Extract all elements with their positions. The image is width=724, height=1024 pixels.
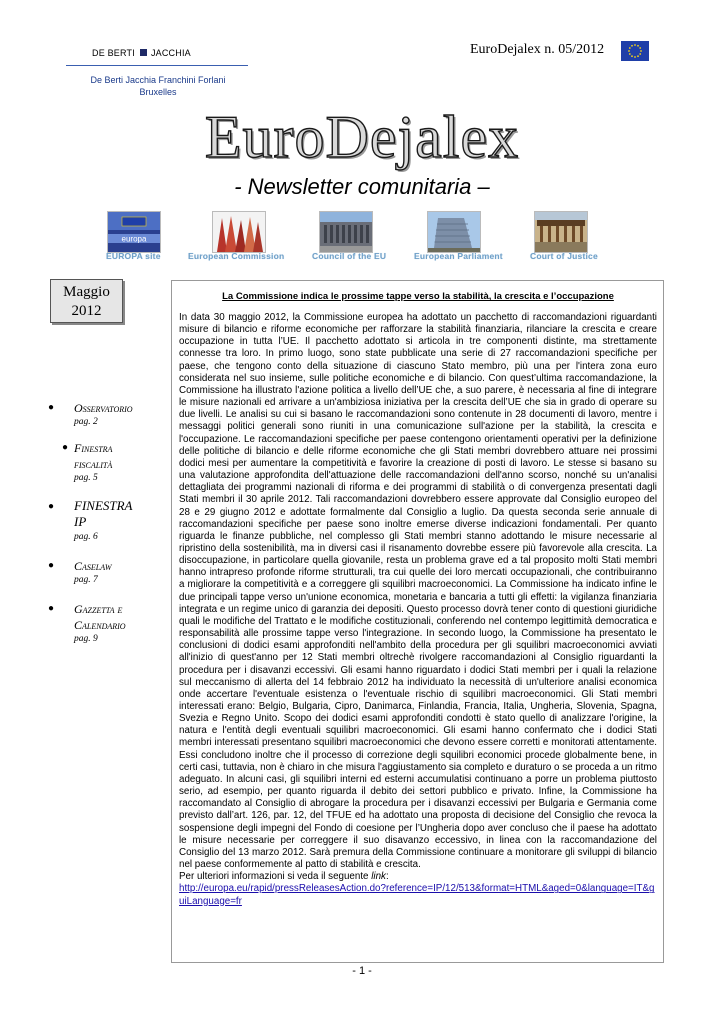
page-number: - 1 - [352,965,372,977]
europa-site-link[interactable] [107,211,161,253]
issue-date-box [50,279,123,323]
bullet-icon: ● [48,501,55,512]
issue-year: 2012 [71,303,102,319]
court-of-justice-label[interactable]: Court of Justice [530,251,598,261]
issue-month: Maggio [63,284,110,300]
press-release-link[interactable]: http://europa.eu/rapid/pressReleasesAction.do?reference=IP/12/513&format=HTML&aged=0&language=IT&guiLanguage=fr [179,883,655,907]
court-of-justice-link[interactable] [534,211,588,253]
firm-address [60,74,256,98]
european-commission-label[interactable]: European Commission [188,251,285,261]
more-info-text: Per ulteriori informazioni si veda il seguente [179,871,369,883]
firm-name [92,48,191,58]
toc-page: pag. 9 [74,634,98,644]
europa-icon [108,212,160,252]
toc-title[interactable]: Caselaw [74,559,112,573]
toc-page: pag. 5 [74,473,98,483]
toc-title[interactable]: FINESTRA IP [74,498,133,529]
bullet-icon: ● [48,603,55,614]
article-box [171,280,664,963]
firm-name-right: JACCHIA [150,48,191,58]
square-icon [140,49,147,56]
newsletter-subtitle: - Newsletter comunitaria – [234,174,490,199]
council-label[interactable]: Council of the EU [312,251,387,261]
european-commission-link[interactable] [212,211,266,253]
firm-full-name: De Berti Jacchia Franchini Forlani [90,75,226,85]
toc-title[interactable]: Osservatorio [74,401,133,415]
court-building-icon [535,212,587,252]
article-body: In data 30 maggio 2012, la Commissione europea ha adottato un pacchetto di raccomandazioni riguardanti misure di bilancio e riforme economiche per rafforzare la stabilità finanziaria, rilanciare la crescita e creare occupazione in tutta l’UE. Il pacchetto adottato si articola in tre componenti distinte, ma strettamente connesse tra loro. In primo luogo, sono state pubblicate una serie di 27 raccomandazioni specifiche per paese, che tengono conto della situazione di ciascuno Stato membro, più una per l'intera zona euro considerata nel suo insieme, sulle politiche economiche e di bilancio. Con quest’ultima raccomandazione, la Commissione ha illustrato l'azione politica a livello dell’UE che, a suo parere, è necessaria al fine di integrare le misure nazionali ed arrivare a un'ambiziosa iniziativa per la crescita dell’UE che sia in grado di operare su due livelli. Le analisi su cui si basano le raccomandazioni sono contenute in 28 documenti di lavoro, mentre i messaggi politici generali sono riuniti in una comunicazione sull'azione per la stabilità, la crescita e l'occupazione. Le raccomandazioni specifiche per paese contengono orientamenti operativi per la definizione delle politiche di bilancio e delle riforme economiche che gli Stati membri dovrebbero attuare nei prossimi dodici mesi per aumentare la competitività e favorire la creazione di posti di lavoro. Le stesse si basano su una valutazione approfondita dell'attuazione delle raccomandazioni dell'anno scorso, nonché su un'analisi dettagliata dei programmi nazionali di riforma e dei programmi di stabilità o di convergenza presentati dagli Stati membri il 30 aprile 2012. Tali raccomandazioni dovrebbero essere approvate dal Consiglio europeo del 28 e 29 giugno 2012 e adottate formalmente dal Consiglio a luglio. Da questa seconda serie annuale di raccomandazioni specifiche per paese sono inoltre emerse diverse indicazioni fondamentali. Per quanto riguarda le finanze pubbliche, nel complesso gli Stati membri stanno adottando le misure necessarie al ripristino della sostenibilità, ma in diversi casi il risanamento dovrebbe essere più favorevole alla crescita. La disoccupazione, in particolare quella giovanile, resta un problema grave ed a tal proposito molti Stati membri hanno intrapreso profonde riforme strutturali, tra cui quelle dei loro mercati occupazionali, che contribuiranno a migliorare la competitività e a correggere gli squilibri macroeconomici. La Commissione ha indicato infine le due principali tappe verso un'unione economica, monetaria e bancaria a tutti gli effetti: la vigilanza finanziaria integrata e un regime unico di garanzia dei depositi. Questo processo dovrà tener conto di questioni giuridiche quali le modifiche del Trattato e le modifiche costituzionali, conferendo nel contempo legittimità democratica e responsabilità alle prossime tappe verso l'integrazione. In secondo luogo, la Commissione ha presentato le conclusioni di dodici esami approfonditi nell'ambito della procedura per gli squilibri macroeconomici avviati all'inizio di quest'anno per 12 Stati membri oltrechè rivolgere raccomandazioni al Consiglio riguardanti la procedura per i disavanzi eccessivi. Gli esami hanno riguardato i dodici Stati membri per i quali la relazione sul meccanismo di allerta del 14 febbraio 2012 ha individuato la necessità di un'ulteriore analisi economica onde accertare l'eventuale esistenza o l'eventuale rischio di squilibri macroeconomici. Gli Stati membri interessati erano: Belgio, Bulgaria, Cipro, Danimarca, Finlandia, Francia, Italia, Ungheria, Slovenia, Spagna, Svezia e Regno Unito. Scopo dei dodici esami approfonditi condotti è stato quello di analizzare l'origine, la natura e l'entità degli eventuali squilibri macroeconomici. Gli esami hanno confermato che i dodici Stati membri interessati presentano squilibri macroeconomici che devono essere corretti e monitorati attentamente. Essi concludono inoltre che il processo di correzione degli squilibri economici procede globalmente bene, in certi casi, tuttavia, non è chiaro in che misura l'aggiustamento sia completo e duraturo o se proceda a un ritmo adeguato. In alcuni casi, gli squilibri interni ed esterni accumulatisi continuano a porre un problema piuttosto serio, ad esempio, per quanto riguarda il debito dei settori pubblico e privato. Infine, la Commissione ha raccomandato al Consiglio di abrogare la procedura per i disavanzi eccessivi per Bulgaria e Germania come previsto dall’art. 126, par. 12, del TFUE ed ha adottato una proposta di decisione del Consiglio che revoca la sospensione degli impegni del Fondo di coesione per l’Ungheria dopo aver concluso che il paese ha adottato le misure necessarie per correggere il suo disavanzo eccessivo, in linea con la raccomandazione del Consiglio del 13 marzo 2012. Sarà premura della Commissione continuare a monitorare gli sviluppi di bilancio nel paese conformemente al patto di stabilità e crescita. [179,312,657,871]
europa-site-label[interactable]: EUROPA site [106,251,161,261]
more-info-link-word: link [371,871,386,883]
firm-city: Bruxelles [139,87,177,97]
bullet-icon: ● [48,560,55,571]
newsletter-title: EuroDejalex [204,104,520,170]
toc-page: pag. 7 [74,575,98,585]
more-info: Per ulteriori informazioni si veda il seguente link: [179,871,389,883]
firm-name-left: DE BERTI [92,48,135,58]
european-parliament-link[interactable] [427,211,481,253]
toc-title[interactable]: Gazzetta e Calendario [74,602,126,632]
article-title: La Commissione indica le prossime tappe verso la stabilità, la crescita e l’occupazione [222,291,614,302]
issue-number: EuroDejalex n. 05/2012 [470,42,605,57]
svg-text:europa: europa [121,234,147,244]
bullet-icon: ● [48,402,55,413]
bullet-icon: ● [62,442,69,453]
flags-icon [213,212,265,252]
toc-page: pag. 2 [74,417,98,427]
european-parliament-label[interactable]: European Parliament [414,251,503,261]
council-link[interactable] [319,211,373,253]
eu-flag-icon [621,41,649,61]
toc-page: pag. 6 [74,532,98,542]
toc-title[interactable]: Finestra fiscalità [74,441,113,471]
header-divider [66,65,248,66]
parliament-building-icon [428,212,480,252]
council-building-icon [320,212,372,252]
